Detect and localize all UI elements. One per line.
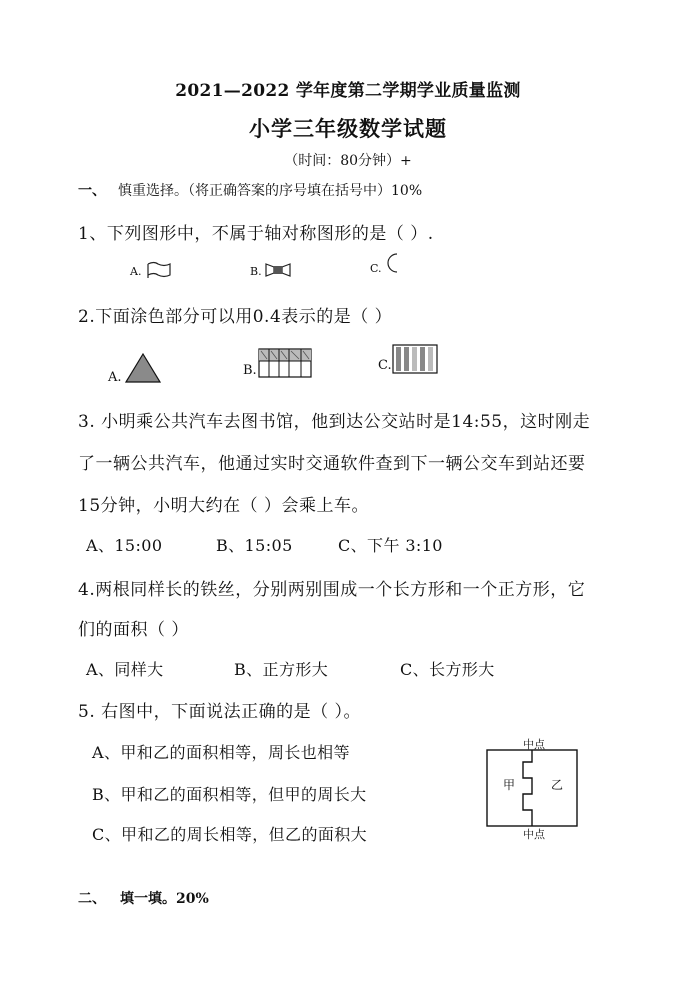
exam-time: （时间：80分钟）+ (284, 153, 412, 169)
question-3-line3: 15分钟，小明大约在（ ）会乘上车。 (78, 496, 370, 516)
q4-option-a: A、同样大 (86, 660, 164, 679)
q1-option-b-label: B. (250, 265, 262, 278)
section2-title: 填一填。20% (120, 891, 209, 907)
exam-title-line1: 2021—2022 学年度第二学期学业质量监测 (175, 81, 521, 101)
q3-option-c: C、下午 3:10 (338, 536, 443, 555)
figure-bottom-midpoint-label: 中点 (523, 828, 545, 841)
exam-title-line2: 小学三年级数学试题 (249, 116, 447, 141)
q2-option-a-label: A. (108, 370, 122, 385)
question-5: 5. 右图中，下面说法正确的是（ ）。 (78, 702, 362, 722)
section1-title: 慎重选择。（将正确答案的序号填在括号中）10% (118, 183, 423, 199)
flag-icon (146, 260, 172, 280)
question-3-line2: 了一辆公共汽车，他通过实时交通软件查到下一辆公交车到站还要 (78, 454, 586, 474)
question-4-line1: 4.两根同样长的铁丝，分别两别围成一个长方形和一个正方形，它 (78, 580, 586, 600)
q5-option-b: B、甲和乙的面积相等，但甲的周长大 (92, 785, 367, 804)
q1-option-c-label: C. (370, 262, 382, 275)
q1-option-a-label: A. (130, 265, 142, 278)
figure-jia-label: 甲 (503, 778, 516, 792)
question-4-line2: 们的面积（ ） (78, 620, 189, 640)
q3-option-b: B、15:05 (216, 536, 293, 555)
q5-option-c: C、甲和乙的周长相等，但乙的面积大 (92, 825, 368, 844)
section1-number: 一、 (78, 183, 106, 199)
question-3-line1: 3. 小明乘公共汽车去图书馆，他到达公交站时是14:55，这时刚走 (78, 412, 591, 432)
shaded-triangle-figure (124, 352, 162, 384)
q3-option-a: A、15:00 (86, 536, 163, 555)
q2-option-c-label: C. (378, 358, 392, 373)
figure-yi-label: 乙 (551, 778, 564, 792)
q5-option-a: A、甲和乙的面积相等，周长也相等 (92, 743, 350, 762)
q4-option-c: C、长方形大 (400, 660, 495, 679)
figure-top-midpoint-label: 中点 (523, 738, 545, 751)
jia-yi-rectangle-figure (486, 748, 582, 830)
bow-tie-icon (264, 261, 292, 279)
question-1: 1、下列图形中，不属于轴对称图形的是（ ）. (78, 224, 434, 244)
q2-option-b-label: B. (243, 363, 257, 378)
shaded-bars-figure (392, 344, 442, 376)
q4-option-b: B、正方形大 (234, 660, 329, 679)
crescent-moon-icon (384, 252, 404, 274)
question-2: 2.下面涂色部分可以用0.4表示的是（ ） (78, 307, 393, 327)
section2-number: 二、 (78, 891, 106, 907)
shaded-grid-figure (258, 348, 314, 380)
